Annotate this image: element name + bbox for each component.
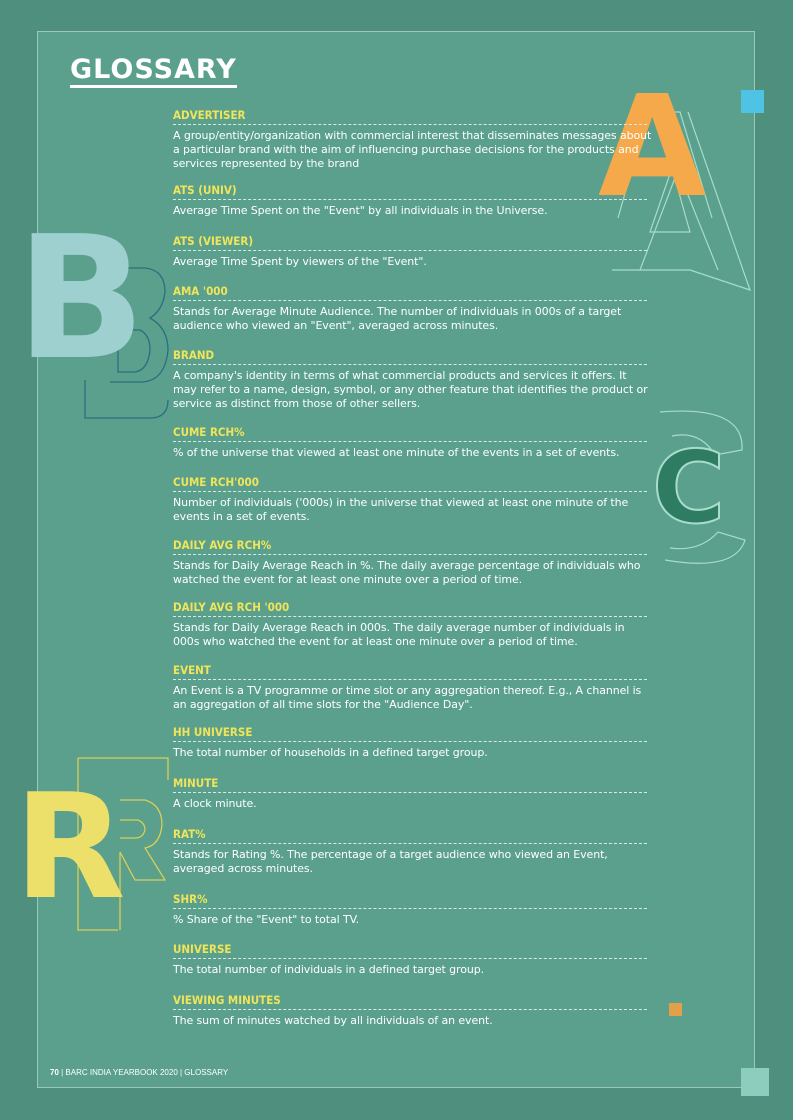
decorative-letter-b: B xyxy=(16,200,146,398)
glossary-entry xyxy=(173,600,653,649)
glossary-term: ATS (UNIV) xyxy=(173,183,647,200)
glossary-definition: A clock minute. xyxy=(173,797,257,810)
glossary-term: VIEWING MINUTES xyxy=(173,993,647,1010)
glossary-definition: Stands for Average Minute Audience. The number of individuals in 000s of a target audience who viewed an "Event", averaged across minutes. xyxy=(173,305,622,332)
footer-text: | BARC INDIA YEARBOOK 2020 | GLOSSARY xyxy=(58,1068,229,1077)
glossary-entry xyxy=(173,776,653,811)
glossary-term: AMA '000 xyxy=(173,284,647,301)
glossary-definition: Stands for Daily Average Reach in 000s. The daily average number of individuals in 000s who watched the event for at least one minute over a period of time. xyxy=(173,621,625,648)
glossary-term: CUME RCH'000 xyxy=(173,475,647,492)
glossary-entry xyxy=(173,663,653,712)
glossary-term: RAT% xyxy=(173,827,647,844)
glossary-term: SHR% xyxy=(173,892,647,909)
glossary-term: DAILY AVG RCH% xyxy=(173,538,647,555)
glossary-entry xyxy=(173,725,653,760)
glossary-entry xyxy=(173,348,653,411)
glossary-entry xyxy=(173,234,653,269)
glossary-entry xyxy=(173,993,653,1028)
glossary-definition: Number of individuals ('000s) in the universe that viewed at least one minute of the events in a set of events. xyxy=(173,496,629,523)
decorative-square-orange xyxy=(669,1003,682,1016)
glossary-definition: Stands for Daily Average Reach in %. The daily average percentage of individuals who watched the event for at least one minute over a period of time. xyxy=(173,559,641,586)
glossary-definition: An Event is a TV programme or time slot or any aggregation thereof. E.g., A channel is an aggregation of all time slots for the "Audience Day". xyxy=(173,684,642,711)
page-number: 70 xyxy=(50,1068,59,1077)
page-title: GLOSSARY xyxy=(70,55,237,88)
glossary-term: UNIVERSE xyxy=(173,942,647,959)
glossary-definition: % of the universe that viewed at least one minute of the events in a set of events. xyxy=(173,446,620,459)
glossary-term: EVENT xyxy=(173,663,647,680)
decorative-square-teal xyxy=(741,1068,769,1096)
glossary-entry xyxy=(173,827,653,876)
decorative-square-blue xyxy=(741,90,764,113)
glossary-definition: The total number of households in a defined target group. xyxy=(173,746,488,759)
decorative-letter-a: A xyxy=(598,66,707,229)
glossary-definition: The total number of individuals in a defined target group. xyxy=(173,963,484,976)
glossary-term: MINUTE xyxy=(173,776,647,793)
decorative-letter-c: C xyxy=(652,429,726,546)
glossary-term: CUME RCH% xyxy=(173,425,647,442)
glossary-term: BRAND xyxy=(173,348,647,365)
glossary-term: ATS (VIEWER) xyxy=(173,234,647,251)
glossary-definition: A group/entity/organization with commercial interest that disseminates messages about a particular brand with the aim of influencing purchase decisions for the products and services represented by the brand xyxy=(173,129,652,170)
glossary-entry xyxy=(173,284,653,333)
glossary-entry xyxy=(173,425,653,460)
glossary-definition: The sum of minutes watched by all individuals of an event. xyxy=(173,1014,493,1027)
decorative-letter-r: R xyxy=(14,763,126,932)
glossary-term: HH UNIVERSE xyxy=(173,725,647,742)
glossary-definition: % Share of the "Event" to total TV. xyxy=(173,913,359,926)
glossary-definition: A company's identity in terms of what commercial products and services it offers. It may refer to a name, design, symbol, or any other feature that identifies the product or service as distinct from those of other sellers. xyxy=(173,369,648,410)
glossary-entry xyxy=(173,538,653,587)
glossary-definition: Average Time Spent on the "Event" by all individuals in the Universe. xyxy=(173,204,548,217)
glossary-definition: Stands for Rating %. The percentage of a target audience who viewed an Event, averaged across minutes. xyxy=(173,848,608,875)
glossary-term: DAILY AVG RCH '000 xyxy=(173,600,647,617)
glossary-entry xyxy=(173,942,653,977)
page-footer xyxy=(50,1068,228,1077)
glossary-entry xyxy=(173,108,653,171)
glossary-term: ADVERTISER xyxy=(173,108,647,125)
glossary-entry xyxy=(173,475,653,524)
glossary-definition: Average Time Spent by viewers of the "Event". xyxy=(173,255,427,268)
glossary-entry xyxy=(173,892,653,927)
glossary-entry xyxy=(173,183,653,218)
